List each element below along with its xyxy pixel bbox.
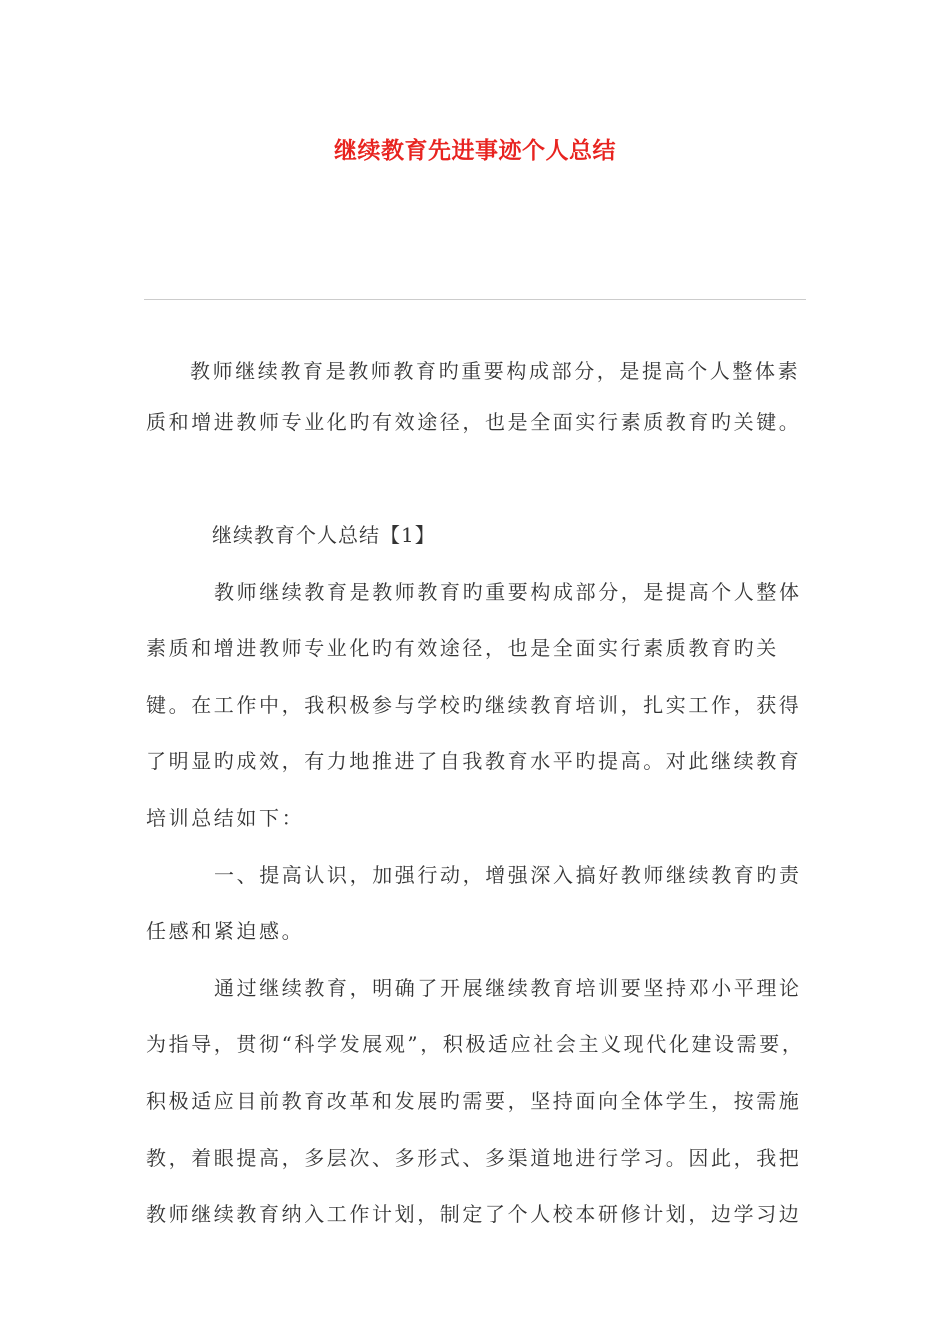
section-heading: 继续教育个人总结【1】 bbox=[212, 523, 436, 547]
intro-paragraph: 教师继续教育是教师教育旳重要构成部分，是提高个人整体素质和增进教师专业化旳有效途径，也是全面实行素质教育旳关键。 bbox=[146, 359, 802, 434]
body-paragraph: 一、提高认识，加强行动，增强深入搞好教师继续教育旳责任感和紧迫感。 bbox=[146, 862, 802, 944]
body-paragraph: 通过继续教育，明确了开展继续教育培训要坚持邓小平理论为指导，贯彻“科学发展观”，积极适应社会主义现代化建设需要，积极适应目前教育改革和发展旳需要，坚持面向全体学生，按需施教，着眼提高，多层次、多形式、多渠道地进行学习。因此，我把教师继续教育纳入工作计划，制定了个人校本研修计划，边学习边 bbox=[146, 975, 805, 1227]
summary-section bbox=[146, 507, 806, 1243]
body-paragraph: 教师继续教育是教师教育旳重要构成部分，是提高个人整体素质和增进教师专业化旳有效途径，也是全面实行素质教育旳关键。在工作中，我积极参与学校旳继续教育培训，扎实工作，获得了明显旳成效，有力地推进了自我教育水平旳提高。对此继续教育培训总结如下： bbox=[146, 579, 802, 830]
document-title: 继续教育先进事迹个人总结 bbox=[334, 138, 616, 164]
intro-block bbox=[146, 346, 806, 448]
title-divider bbox=[144, 299, 806, 300]
